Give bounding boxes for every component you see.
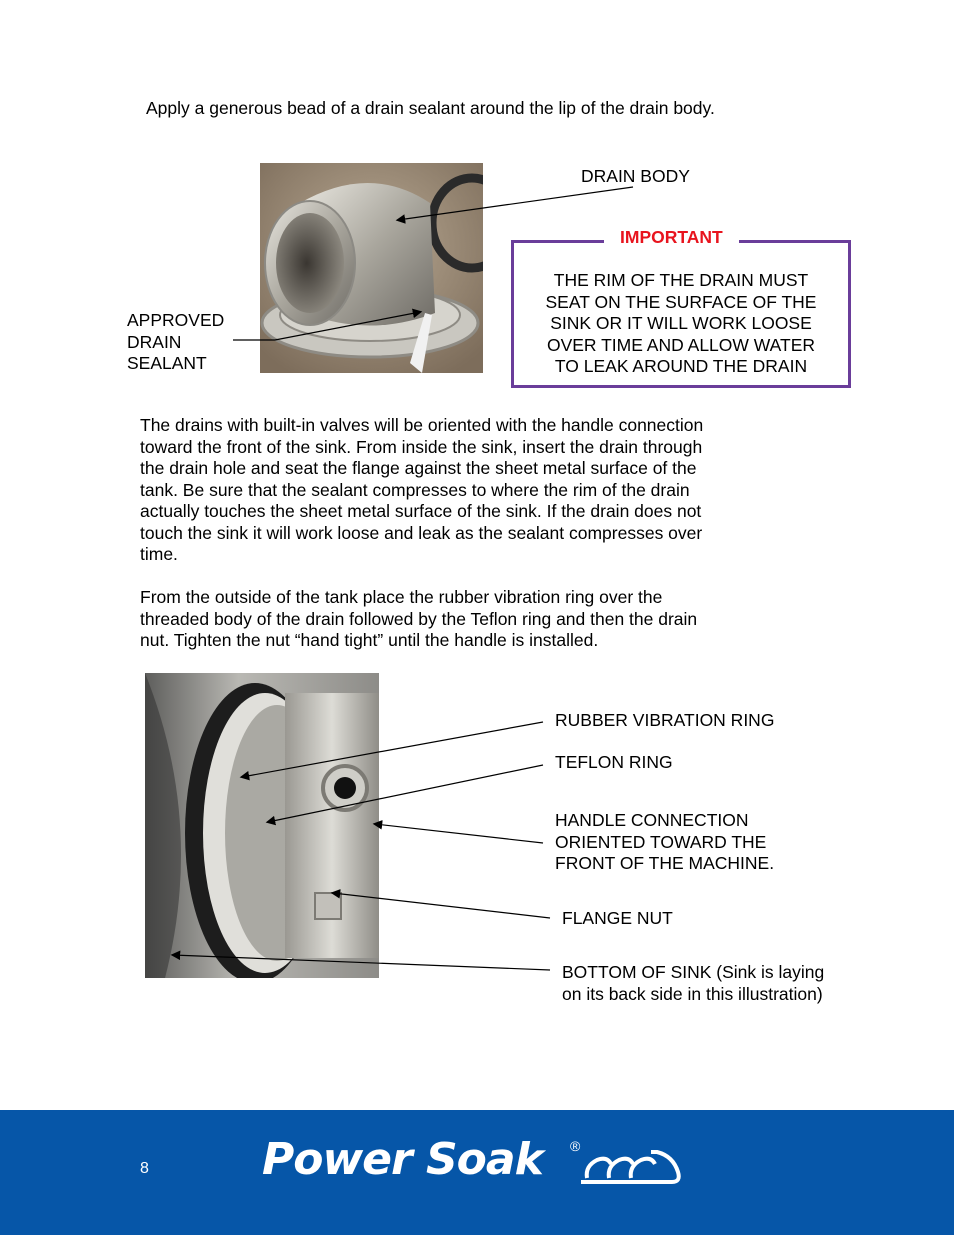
handle-connection-line: FRONT OF THE MACHINE. [555,853,775,873]
paragraph-line: The drains with built-in valves will be oriented with the handle connection [140,415,704,435]
leader-rubber-ring [242,722,543,777]
leader-sealant [233,312,420,340]
paragraph-line: threaded body of the drain followed by the Teflon ring and then the drain [140,608,698,629]
intro-text: Apply a generous bead of a drain sealant around the lip of the drain body. [146,98,715,118]
paragraph-line: touch the sink it will work loose and leak as the sealant compresses over [140,522,703,543]
important-line: SINK OR IT WILL WORK LOOSE [550,313,812,333]
important-line: TO LEAK AROUND THE DRAIN [554,356,808,376]
paragraph-line: toward the front of the sink. From inside the sink, insert the drain through [140,436,703,457]
logo-text: Power Soak [262,1134,543,1185]
important-line: THE RIM OF THE DRAIN MUST [553,270,809,290]
handle-connection-line: HANDLE CONNECTION [555,810,749,830]
paragraph-line: From the outside of the tank place the rubber vibration ring over the [140,587,663,607]
rubber-ring-label: RUBBER VIBRATION RING [555,710,775,730]
paragraph-line: tank. Be sure that the sealant compresses to where the rim of the drain [140,479,690,500]
paragraph-line: the drain hole and seat the flange against the sheet metal surface of the [140,458,697,478]
approved-sealant-line: DRAIN [127,331,182,352]
teflon-ring-label: TEFLON RING [555,752,673,772]
handle-connection-line: ORIENTED TOWARD THE [555,831,767,852]
page-number: 8 [140,1160,149,1177]
leader-handle [375,824,543,843]
paragraph-line: nut. Tighten the nut “hand tight” until the handle is installed. [140,630,599,650]
approved-sealant-line: SEALANT [127,353,207,373]
important-line: SEAT ON THE SURFACE OF THE [545,291,817,312]
important-title: IMPORTANT [604,225,739,249]
flange-nut-label: FLANGE NUT [562,908,673,928]
bottom-of-sink-line: BOTTOM OF SINK (Sink is laying [562,962,825,982]
drain-body-label: DRAIN BODY [581,166,690,186]
leader-flange-nut [333,893,550,918]
leader-drain-body [398,187,633,220]
important-line: OVER TIME AND ALLOW WATER [546,334,816,355]
registered-mark: ® [570,1138,581,1154]
leader-bottom-of-sink [173,955,550,970]
bottom-of-sink-line: on its back side in this illustration) [562,983,823,1004]
wave-mark-icon [577,1146,682,1186]
paragraph-line: time. [140,544,178,564]
approved-sealant-line: APPROVED [127,310,225,330]
paragraph-line: actually touches the sheet metal surface of the sink. If the drain does not [140,501,702,521]
power-soak-logo [262,1134,682,1190]
leader-teflon-ring [268,765,543,822]
